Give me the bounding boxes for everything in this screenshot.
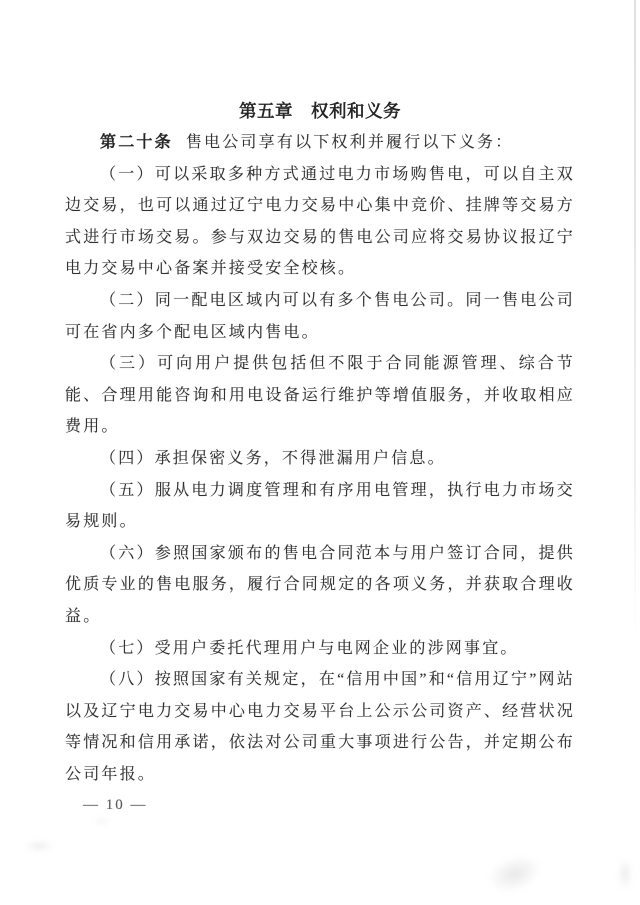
clause-paragraph-4: （四）承担保密义务，不得泄漏用户信息。: [100, 449, 446, 467]
clause-paragraph-1: （一）可以采取多种方式通过电力市场购售电，可以自主双边交易，也可以通过辽宁电力交易中心集中竞价、挂牌等交易方式进行市场交易。参与双边交易的售电公司应将交易协议报辽宁电力交易中心备案并接受安全校核。: [65, 165, 575, 278]
scan-smudge-bottom-left: [24, 841, 54, 851]
article-intro: 售电公司享有以下权利并履行以下义务：: [185, 134, 514, 151]
clause-paragraph-2: （二）同一配电区域内可以有多个售电公司。同一售电公司可在省内多个配电区域内售电。: [65, 291, 575, 341]
chapter-heading: 第五章 权利和义务: [239, 101, 401, 121]
scan-smudge-right-edge: [618, 858, 632, 890]
clause-paragraph-8: （八）按照国家有关规定，在“信用中国”和“信用辽宁”网站以及辽宁电力交易中心电力交易平台上公示公司资产、经营状况等情况和信用承诺，依法对公司重大事项进行公告，并定期公布公司年报。: [65, 671, 575, 783]
clause-paragraph-7: （七）受用户委托代理用户与电网企业的涉网事宜。: [100, 639, 519, 657]
scan-smudge-bottom-right: [483, 849, 546, 898]
page-number: — 10 —: [83, 797, 148, 814]
article-paragraph: [65, 127, 575, 159]
clause-paragraph-5: （五）服从电力调度管理和有序用电管理，执行电力市场交易规则。: [65, 481, 575, 531]
article-number: 第二十条: [100, 134, 173, 151]
text-column: [65, 99, 575, 815]
scan-smudge-footer-mark: [93, 819, 111, 824]
clause-paragraph-3: （三）可向用户提供包括但不限于合同能源管理、综合节能、合理用能咨询和用电设备运行维护等增值服务，并收取相应费用。: [65, 355, 575, 436]
scan-edge-artifact: [634, 0, 636, 640]
document-body: [65, 127, 575, 815]
clause-paragraph-6: （六）参照国家颁布的售电合同范本与用户签订合同，提供优质专业的售电服务，履行合同规定的各项义务，并获取合理收益。: [65, 544, 575, 625]
